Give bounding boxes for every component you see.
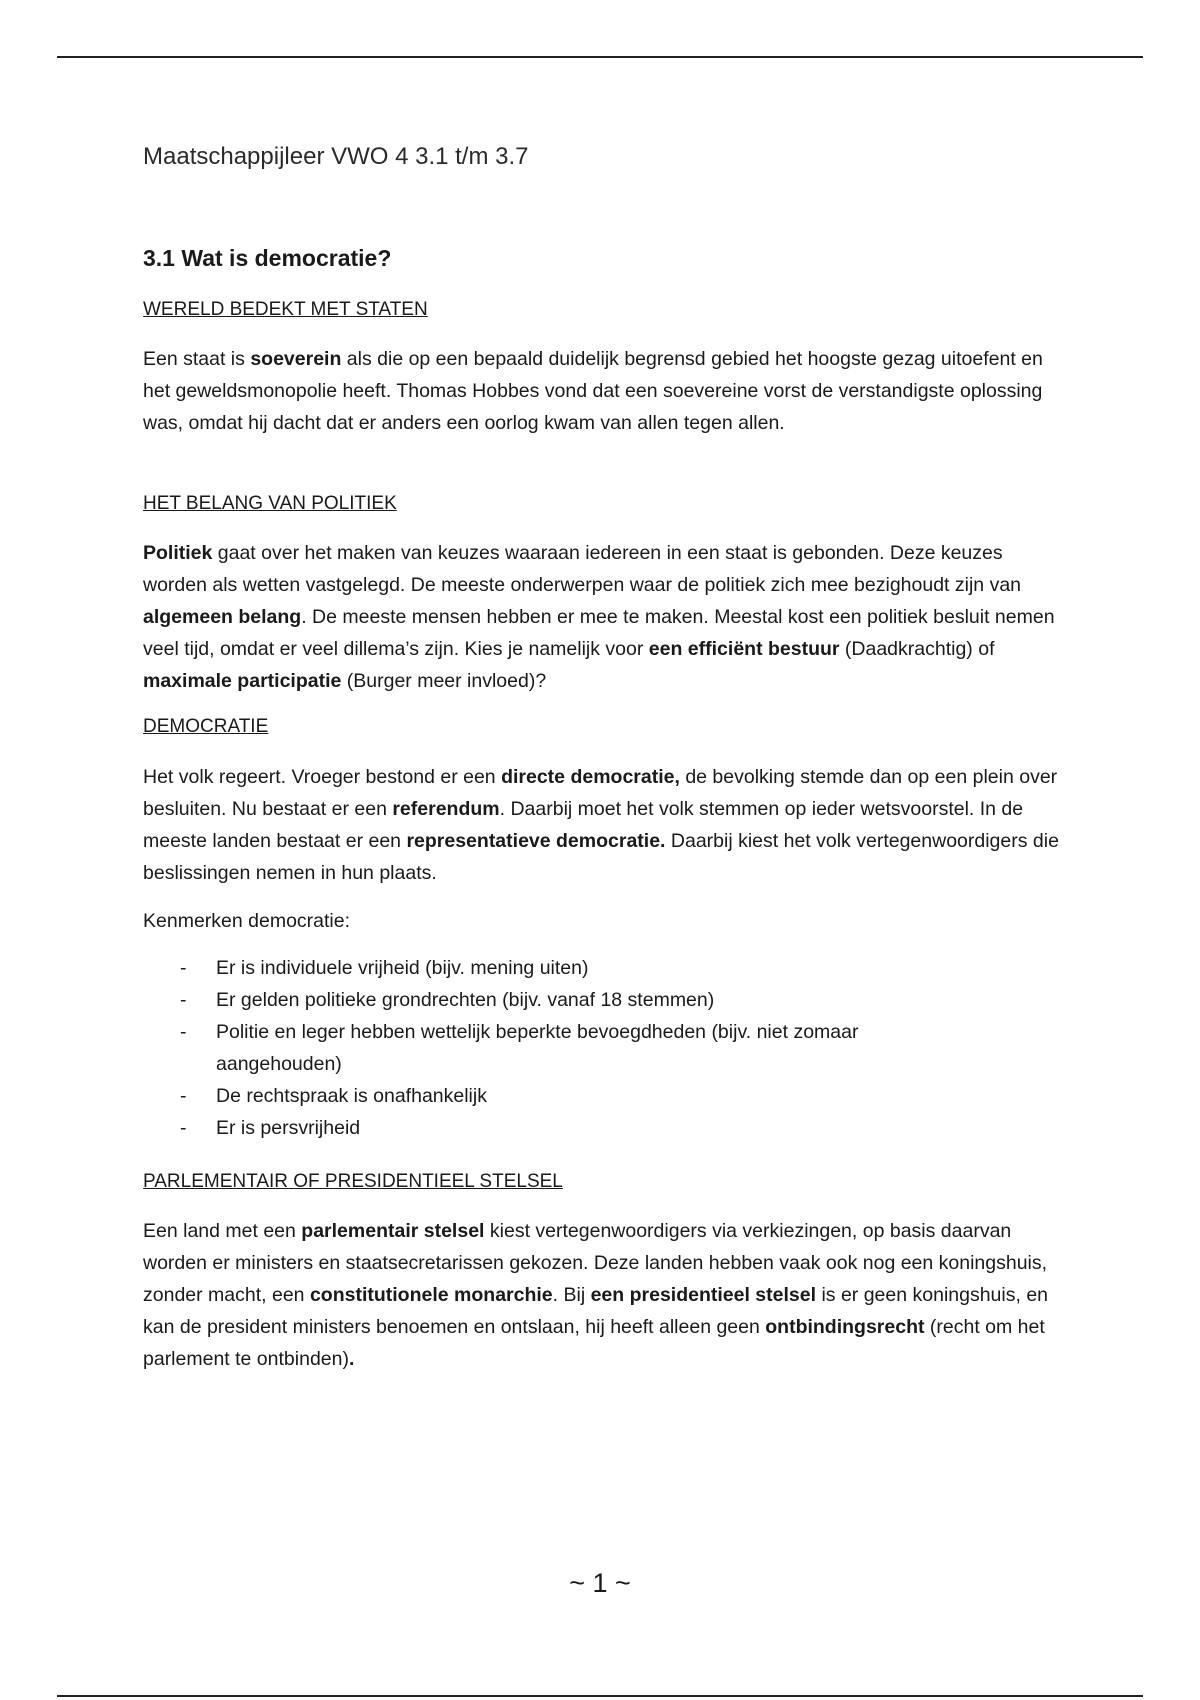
subheading-politiek: HET BELANG VAN POLITIEK <box>143 493 397 514</box>
paragraph-politiek: Politiek gaat over het maken van keuzes waaraan iedereen in een staat is gebonden. Deze keuzes worden als wetten vastgelegd. De meeste onderwerpen waar de politiek zich mee bezighoudt zijn van algemeen belang. De meeste mensen hebben er mee te maken. Meestal kost een politiek besluit nemen veel tijd, omdat er veel dillema’s zijn. Kies je namelijk voor een efficiënt bestuur (Daadkrachtig) of maximale participatie (Burger meer invloed)? <box>143 542 1055 692</box>
subheading-staten: WERELD BEDEKT MET STATEN <box>143 299 428 320</box>
document-title: Maatschappijleer VWO 4 3.1 t/m 3.7 <box>143 143 529 170</box>
paragraph-staten: Een staat is soeverein als die op een bepaald duidelijk begrensd gebied het hoogste gezag uitoefent en het geweldsmonopolie heeft. Thomas Hobbes vond dat een soevereine vorst de verstandigste oplossing was, omdat hij dacht dat er anders een oorlog kwam van allen tegen allen. <box>143 348 1043 434</box>
paragraph-stelsel: Een land met een parlementair stelsel kiest vertegenwoordigers via verkiezingen, op basis daarvan worden er ministers en staatsecretarissen gekozen. Deze landen hebben vaak ook nog een koningshuis, zonder macht, een constitutionele monarchie. Bij een presidentieel stelsel is er geen koningshuis, en kan de president ministers benoemen en ontslaan, hij heeft alleen geen ontbindingsrecht (recht om het parlement te ontbinden). <box>143 1220 1049 1370</box>
footer-rule <box>57 1695 1143 1697</box>
kenmerken-list <box>143 952 1063 1144</box>
page-number: ~ 1 ~ <box>569 1568 631 1598</box>
section-heading: 3.1 Wat is democratie? <box>143 245 392 271</box>
subheading-democratie: DEMOCRATIE <box>143 716 269 737</box>
list-item: - De rechtspraak is onafhankelijk <box>180 1085 487 1107</box>
header-rule <box>57 56 1143 58</box>
document-body <box>143 140 1063 1370</box>
list-item: - Er is persvrijheid <box>180 1117 361 1139</box>
list-item: - Politie en leger hebben wettelijk beperkte bevoegdheden (bijv. niet zomaar aangehouden) <box>180 1021 859 1075</box>
list-item: - Er gelden politieke grondrechten (bijv. vanaf 18 stemmen) <box>180 989 715 1011</box>
paragraph-democratie: Het volk regeert. Vroeger bestond er een directe democratie, de bevolking stemde dan op een plein over besluiten. Nu bestaat er een referendum. Daarbij moet het volk stemmen op ieder wetsvoorstel. In de meeste landen bestaat er een representatieve democratie. Daarbij kiest het volk vertegenwoordigers die beslissingen nemen in hun plaats. <box>143 766 1059 884</box>
list-item: - Er is individuele vrijheid (bijv. mening uiten) <box>180 957 589 979</box>
subheading-stelsel: PARLEMENTAIR OF PRESIDENTIEEL STELSEL <box>143 1171 563 1192</box>
kenmerken-label: Kenmerken democratie: <box>143 910 351 932</box>
